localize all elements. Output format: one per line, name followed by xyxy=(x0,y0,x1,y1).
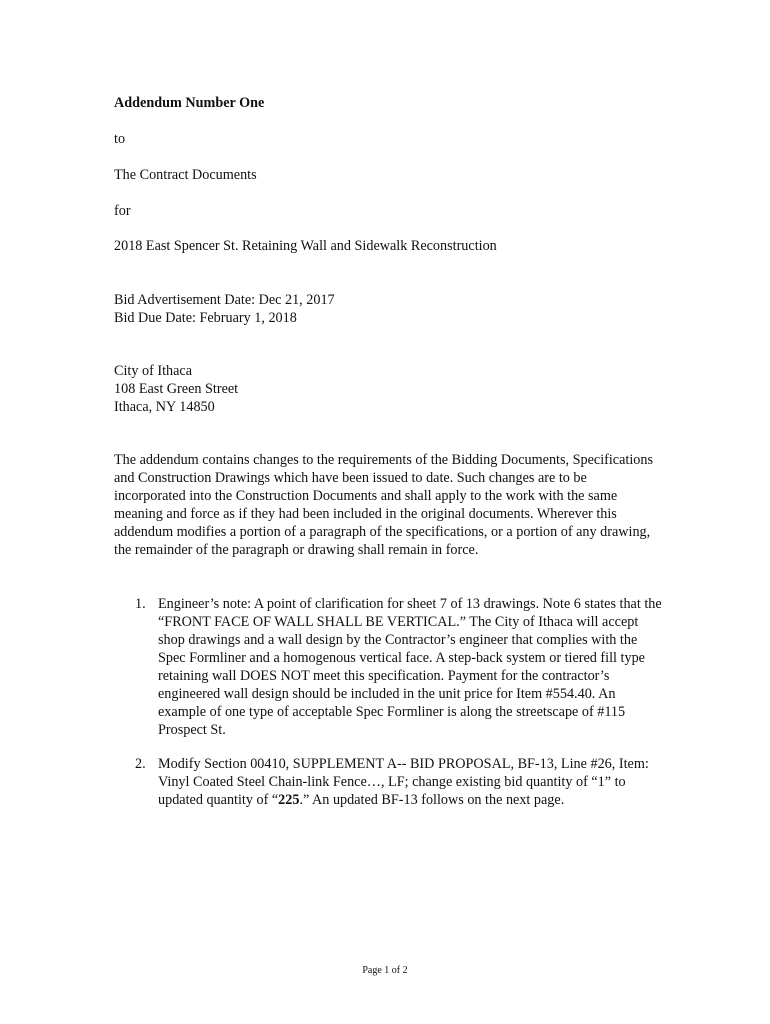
project-title: 2018 East Spencer St. Retaining Wall and Sidewalk Reconstruction xyxy=(114,238,497,254)
list-item xyxy=(135,595,665,739)
intro-paragraph: The addendum contains changes to the requirements of the Bidding Documents, Specifications and Construction Drawings which have been issued to date. Such changes are to be incorporated into the Construction Documents and shall apply to the work with the same meaning and force as if they had been included in the original documents. Wherever this addendum modifies a portion of a paragraph of the specifications, or a portion of any drawing, the remainder of the paragraph or drawing shall remain in force. xyxy=(114,452,653,558)
list-item-number: 1. xyxy=(135,596,146,612)
contract-documents-line: The Contract Documents xyxy=(114,167,257,183)
address-line-1: City of Ithaca xyxy=(114,363,193,379)
addendum-heading: Addendum Number One xyxy=(114,95,265,111)
list-item-text xyxy=(158,755,665,809)
list-item-text-before: Modify Section 00410, SUPPLEMENT A-- BID PROPOSAL, BF-13, Line #26, Item: Vinyl Coated Steel Chain-link Fence…, LF; change existing bid quantity of “1” to updated quantity of “ xyxy=(158,756,649,808)
list-item-number: 2. xyxy=(135,756,146,772)
bid-advertisement-date: Bid Advertisement Date: Dec 21, 2017 xyxy=(114,292,335,308)
list-item-text: Engineer’s note: A point of clarification for sheet 7 of 13 drawings. Note 6 states that the “FRONT FACE OF WALL SHALL BE VERTICAL.” The City of Ithaca will accept shop drawings and a wall design by the Contractor’s engineer that complies with the Spec Formliner and a homogenous vertical face. A step-back system or tiered fill type retaining wall DOES NOT meet this specification. Payment for the contractor’s engineered wall design should be included in the unit price for Item #554.40. An example of one type of acceptable Spec Formliner is along the streetscape of #115 Prospect St. xyxy=(158,596,662,738)
updated-quantity: 225 xyxy=(278,792,300,808)
for-line: for xyxy=(114,203,131,219)
list-item xyxy=(135,755,665,809)
address-line-3: Ithaca, NY 14850 xyxy=(114,399,215,415)
address-line-2: 108 East Green Street xyxy=(114,381,239,397)
page-number-footer: Page 1 of 2 xyxy=(362,965,408,976)
list-item-text-after: .” An updated BF-13 follows on the next page. xyxy=(299,792,565,808)
to-line: to xyxy=(114,131,126,147)
bid-due-date: Bid Due Date: February 1, 2018 xyxy=(114,310,297,326)
